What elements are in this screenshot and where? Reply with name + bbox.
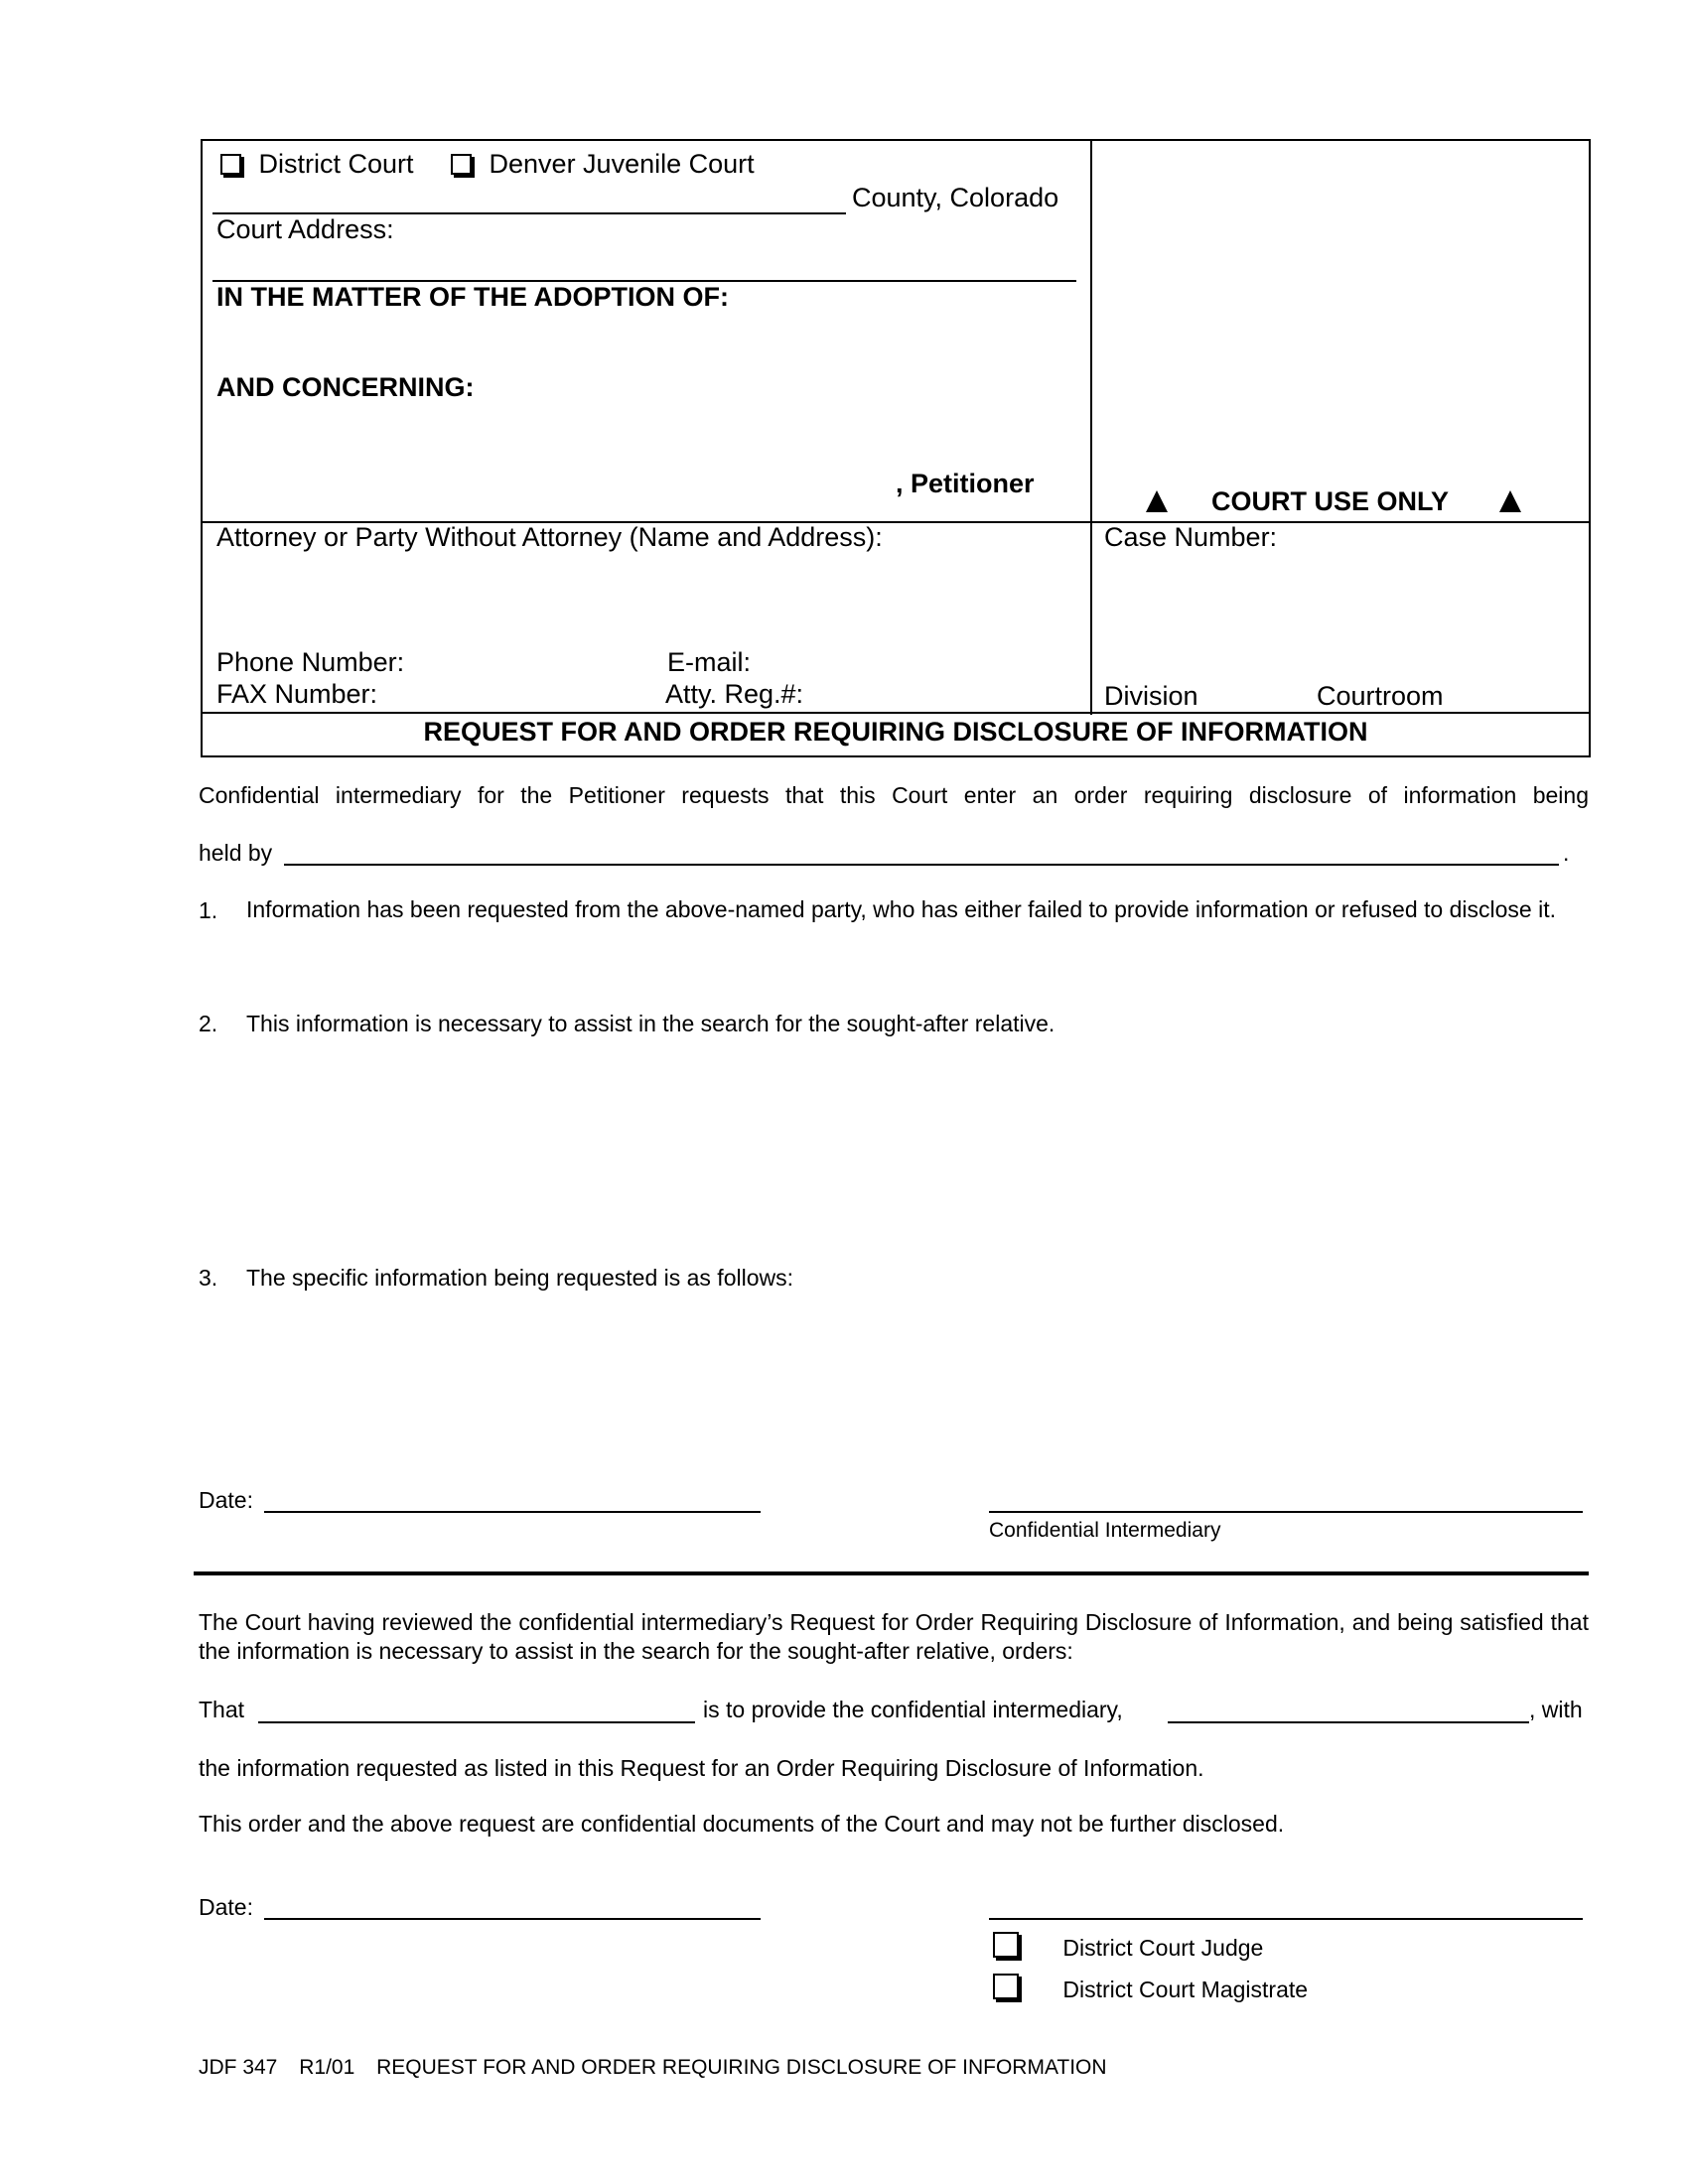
caption-divider [1090,141,1092,715]
phone-label: Phone Number: [216,647,405,677]
intermediary-name-field[interactable] [1168,1721,1529,1723]
courtroom-label: Courtroom [1317,681,1444,711]
footer-title: REQUEST FOR AND ORDER REQUIRING DISCLOSURE OF INFORMATION [376,2056,1107,2079]
denver-juvenile-court-checkbox[interactable] [451,154,472,175]
atty-reg-label: Atty. Reg.#: [665,679,804,709]
petitioner-label: , Petitioner [896,469,1035,498]
district-court-magistrate-checkbox[interactable] [993,1974,1019,1999]
county-label: County, Colorado [852,183,1059,212]
held-by-field[interactable] [284,864,1559,866]
confidential-statement: This order and the above request are confidential documents of the Court and may not be further disclosed. [199,1811,1285,1837]
item-1-text: Information has been requested from the above-named party, who has either failed to provide information or refused to disclose it. [246,896,1556,922]
district-court-judge-checkbox[interactable] [993,1932,1019,1958]
court-use-only-label: COURT USE ONLY [1211,486,1450,516]
district-court-checkbox[interactable] [220,154,241,175]
form-title: REQUEST FOR AND ORDER REQUIRING DISCLOSURE OF INFORMATION [423,717,1368,747]
arrow-up-icon [1146,490,1168,512]
order-date-field[interactable] [264,1918,761,1920]
held-by-label: held by [199,840,273,866]
order-date-label: Date: [199,1894,253,1920]
footer-revision: R1/01 [299,2056,355,2079]
section-divider [194,1571,1589,1575]
email-label: E-mail: [667,647,752,677]
arrow-up-icon [1499,490,1521,512]
district-court-judge-option[interactable]: District Court Judge [993,1932,1263,1963]
judge-signature-field[interactable] [989,1918,1583,1920]
denver-juvenile-court-option[interactable]: Denver Juvenile Court [451,149,755,180]
item-1-number: 1. [199,897,218,923]
request-date-field[interactable] [264,1511,761,1513]
that-label: That [199,1697,245,1722]
with-text: , with [1529,1697,1583,1722]
court-address-label: Court Address: [216,214,394,244]
disclosing-party-field[interactable] [258,1721,695,1723]
provide-text: is to provide the confidential intermediary, [703,1697,1123,1722]
intermediary-signature-field[interactable] [989,1511,1583,1513]
form-footer [199,2053,1107,2083]
held-by-end: . [1563,840,1570,866]
order-line-2: the information requested as listed in this Request for an Order Requiring Disclosure of Information. [199,1755,1204,1781]
case-number-label: Case Number: [1104,522,1278,552]
order-finding: The Court having reviewed the confidential intermediary’s Request for Order Requiring Disclosure of Information, and being satisfied that the information is necessary to assist in the search for the sought-after relative, orders: [199,1609,1589,1664]
intermediary-signature-label: Confidential Intermediary [989,1519,1221,1542]
matter-heading: IN THE MATTER OF THE ADOPTION OF: [216,282,729,312]
caption-box [201,139,1591,757]
fax-label: FAX Number: [216,679,378,709]
item-2-number: 2. [199,1011,218,1036]
district-court-option[interactable]: District Court [220,149,414,180]
division-label: Division [1104,681,1198,711]
attorney-label: Attorney or Party Without Attorney (Name and Address): [216,522,883,552]
item-2-text: This information is necessary to assist in the search for the sought-after relative. [246,1011,1055,1036]
district-court-magistrate-option[interactable]: District Court Magistrate [993,1974,1308,2004]
concerning-heading: AND CONCERNING: [216,372,475,402]
item-3-text: The specific information being requested is as follows: [246,1265,794,1291]
request-date-label: Date: [199,1487,253,1513]
caption-title-divider [203,712,1589,714]
footer-form-id: JDF 347 [199,2056,278,2079]
item-3-number: 3. [199,1265,218,1291]
request-intro: Confidential intermediary for the Petitioner requests that this Court enter an order requiring disclosure of information being [199,782,1589,808]
